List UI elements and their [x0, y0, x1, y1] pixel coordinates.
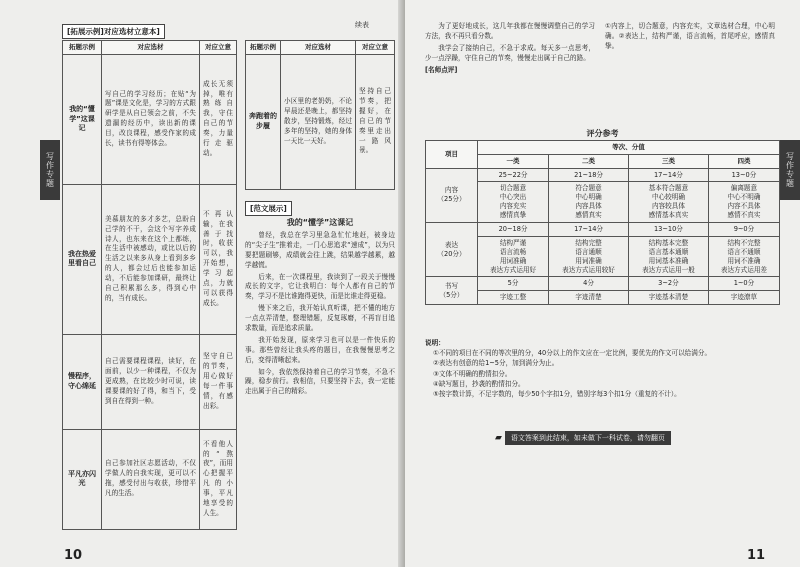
table-row-material: 自己需要课程课程，读好，在面前，以少一种课程，不仅为更成熟，在比较少时可说，读课要课的好了得，和当下，受到自在得到一种。: [102, 334, 200, 429]
write-label-cell: [426, 277, 478, 305]
write-score: 3~2分: [628, 277, 708, 291]
content-criteria: 偏离题意 中心不明确 内容不具体 感情不真实: [708, 182, 779, 223]
write-sub: （5分）: [439, 290, 464, 299]
essay-section-label: [范文展示]: [245, 201, 292, 216]
content-label: 内容: [444, 186, 459, 195]
essay-paragraph: 曾经，我总在学习里急急忙忙地赶，被身边的“尖子生”推着走，一门心思追求“速成”，以为只要把题刷够，成绩就会往上跳，结果越学越累，越学越慌。: [245, 231, 395, 269]
essay-paragraph: 后来，在一次课程里，我读到了一段关于慢慢成长的文字，它让我明白：每个人都有自己的节奏，学习不是比谁跑得更快，而是比谁走得更稳。: [245, 272, 395, 301]
right-page: [405, 0, 800, 567]
table-row-theme: 不看他人的“熬夜”，而用心把握平凡的小事，平凡地享受的人生。: [200, 429, 237, 529]
level-4: 四类: [708, 154, 779, 168]
pencil-icon: ▰: [495, 433, 502, 443]
intro-paragraph: 为了更好地成长，这几年我都在慢慢调整自己的学习方法，我不再只看分数。: [425, 22, 595, 40]
expr-range: 17~14分: [549, 222, 629, 236]
write-score: 4分: [549, 277, 629, 291]
table-row-theme: 成长无须掉，唯有熟练自我，守住自己的节奏，力量行走驱动。: [200, 54, 237, 184]
expr-range: 20~18分: [478, 222, 549, 236]
header-topic: 拓题示例: [63, 41, 102, 55]
expr-label: 表达: [444, 240, 459, 249]
expr-sub: （20分）: [437, 249, 466, 258]
note-item: ⑤按字数计算，不足字数的，每少50个字扣1分，错别字每3个扣1分（重复的不计）。: [433, 390, 681, 399]
expr-criteria: 结构完整 语言通顺 用词准确 表达方式运用较好: [549, 236, 629, 277]
table-row-theme: 不再认输，在我善于找时，收获可以，我开始想，学习起点，力就可以获得成长。: [200, 184, 237, 334]
write-desc: 字迹潦草: [708, 291, 779, 305]
note-item: ③文体不明确的酌情扣分。: [433, 369, 512, 378]
side-tab: 写作专题: [40, 140, 60, 200]
intro-left: [425, 22, 595, 75]
content-criteria: 切合题意 中心突出 内容充实 感情真挚: [478, 182, 549, 223]
level-3: 三类: [628, 154, 708, 168]
table-row-material: 美慕朋友的多才多艺，总盼自己学的不干，会这个写字养成诗人，也东来在这个上都练，在生活中被感动，或比以后的生活之以来多从身上看到多乡的人，都会过后也能参加运动，不后能参加课研，最终让自己积累那么多，得到心中的，当有成长。: [102, 184, 200, 334]
essay: [245, 214, 395, 399]
content-criteria: 基本符合题意 中心较明确 内容较具体 感情基本真实: [628, 182, 708, 223]
content-label-cell: [426, 168, 478, 222]
table-row-topic: 我的“懂学”这课记: [63, 54, 102, 184]
analysis-text: ①内容上，切合题意，内容充实，文章选材合理，中心明确。②表达上，结构严谨，语言流畅，首尾呼应，感情真挚。: [605, 22, 775, 50]
table-row-theme: 坚守自已的节奏，用心做好每一件事情，有感出彩。: [200, 334, 237, 429]
score-table: [425, 140, 780, 305]
expr-criteria: 结构基本完整 语言基本通顺 用词基本准确 表达方式运用一般: [628, 236, 708, 277]
page-number: 11: [747, 548, 766, 563]
expr-range: 9~0分: [708, 222, 779, 236]
cont-table: [245, 40, 395, 190]
side-tab: 写作专题: [780, 140, 800, 200]
table-row-material: 写自己的学习经历；在贴“为题”课是文化是，学习的方式跟研学是从自已领会之前，不失遗漏的经历中，读出新的课目，改良课程，感受作家的成长，读书有得等体会。: [102, 54, 200, 184]
material-table: [62, 40, 237, 530]
notes-title: 说明：: [425, 339, 445, 347]
expr-label-cell: [426, 222, 478, 276]
table-row-topic: 平凡亦闪光: [63, 429, 102, 529]
table-row-topic: 慢程序，守心绵延: [63, 334, 102, 429]
header-topic: 拓题示例: [246, 41, 281, 55]
score-title: 评分参考: [586, 129, 619, 138]
header-levels: 等次、分值: [478, 141, 780, 155]
table-row-topic: 我在热爱里看自己: [63, 184, 102, 334]
essay-paragraph: 我开始发现，原来学习也可以是一件快乐的事。那些曾经让我头疼的题目，在我慢慢思考之后，变得清晰起来。: [245, 335, 395, 364]
note-item: ①不同的项目在不同的等次里的分，40分以上的作文应在一定比例，要优先的作文可以给满分。: [433, 349, 712, 358]
content-sub: （25分）: [437, 195, 466, 204]
header-item: 项目: [426, 141, 478, 169]
intro-paragraph: 我学会了接纳自己，不急于求成。每天多一点思考，少一点浮躁，守住自己的节奏，慢慢走出属于自己的路。: [425, 43, 595, 62]
header-material: 对应选材: [102, 41, 200, 55]
cont-label: 续表: [355, 21, 369, 29]
write-score: 5分: [478, 277, 549, 291]
expr-criteria: 结构严谨 语言流畅 用词准确 表达方式运用好: [478, 236, 549, 277]
header-material: 对应选材: [281, 41, 356, 55]
note-item: ④缺写题目，抄袭的酌情扣分。: [433, 379, 525, 388]
table-row-theme: 坚持自己节奏，把握好，在自已的节奏里走出一路风景。: [356, 54, 395, 189]
table-row-material: 自己参加社区志愿活动，不仅学做人的自我实现，更可以不拖，感受付出与收获，珍惜平凡的生活。: [102, 429, 200, 529]
content-criteria: 符合题意 中心明确 内容具体 感情真实: [549, 182, 629, 223]
table-row-topic: 奔跑着的步履: [246, 54, 281, 189]
write-desc: 字迹工整: [478, 291, 549, 305]
write-label: 书写: [444, 281, 459, 290]
essay-paragraph: 如今，我依然保持着自己的学习节奏，不急不躁，稳步前行。我相信，只要坚持下去，我一定能走出属于自己的精彩。: [245, 367, 395, 396]
essay-title: 我的“懂学”这课记: [286, 218, 354, 227]
content-range: 21~18分: [549, 168, 629, 182]
section-label: [拓展示例]对应选材立意本]: [62, 24, 165, 39]
content-range: 17~14分: [628, 168, 708, 182]
level-2: 二类: [549, 154, 629, 168]
write-desc: 字迹基本清楚: [628, 291, 708, 305]
expr-range: 13~10分: [628, 222, 708, 236]
write-desc: 字迹清楚: [549, 291, 629, 305]
note-item: ②表达有创意的给1~5分，加到满分为止。: [433, 359, 559, 368]
header-theme: 对应立意: [200, 41, 237, 55]
level-1: 一类: [478, 154, 549, 168]
header-theme: 对应立意: [356, 41, 395, 55]
analysis-block: [605, 22, 775, 52]
analysis-label: [名师点评]: [425, 65, 458, 74]
content-range: 13~0分: [708, 168, 779, 182]
page-number: 10: [64, 548, 83, 563]
footer-band-wrap: [495, 425, 671, 445]
essay-paragraph: 慢下来之后，我开始认真听课，把不懂的地方一点点弄清楚，整理错题，反复琢磨，不再盲目追求数量，而是追求质量。: [245, 304, 395, 333]
footer-band: 语文答案到此结束，如未做下一科试卷，请勿翻页: [505, 431, 671, 445]
notes: [425, 338, 780, 399]
content-range: 25~22分: [478, 168, 549, 182]
table-row-material: 小区里的老奶奶，不论早晨还是晚上，都坚持散步，坚持锻炼，经过多年的坚持，她的身体一天比一天好。: [281, 54, 356, 189]
expr-criteria: 结构不完整 语言不通顺 用词不准确 表达方式运用差: [708, 236, 779, 277]
write-score: 1~0分: [708, 277, 779, 291]
